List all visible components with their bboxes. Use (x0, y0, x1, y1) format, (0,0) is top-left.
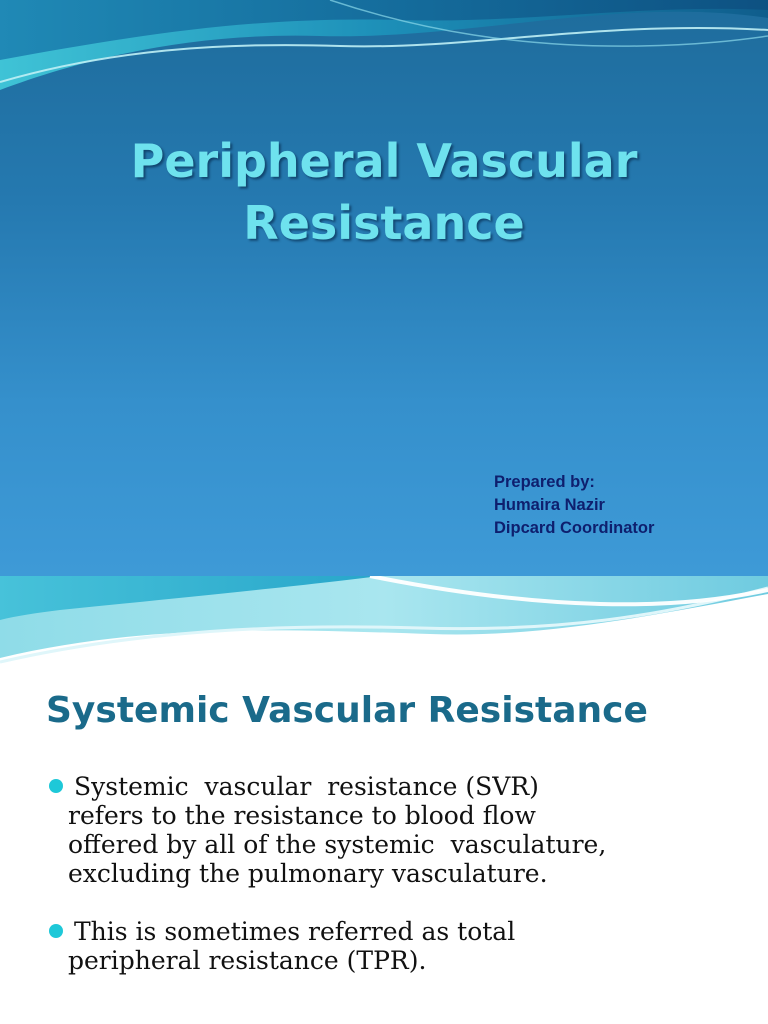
decorative-wave-header (0, 576, 768, 666)
bullet-line: refers to the resistance to blood flow (68, 801, 536, 830)
list-item (46, 917, 746, 975)
bullet-icon (49, 924, 63, 938)
slide-heading: Systemic Vascular Resistance (46, 690, 648, 731)
content-slide (0, 576, 768, 1024)
bullet-list (46, 772, 746, 1004)
bullet-icon (49, 779, 63, 793)
list-item (46, 772, 746, 888)
bullet-text (68, 917, 746, 975)
prepared-by-label: Prepared by: (494, 473, 595, 491)
presenter-name: Humaira Nazir (494, 496, 605, 514)
bullet-line: peripheral resistance (TPR). (68, 946, 427, 975)
bullet-line: offered by all of the systemic vasculature, (68, 830, 607, 859)
bullet-line: This is sometimes referred as total (74, 917, 516, 946)
slide-title (0, 130, 768, 254)
bullet-line: excluding the pulmonary vasculature. (68, 859, 548, 888)
presenter-role: Dipcard Coordinator (494, 519, 655, 537)
bullet-text (68, 772, 746, 888)
presenter-info (494, 471, 654, 540)
title-line: Peripheral Vascular (130, 134, 638, 188)
bullet-line: Systemic vascular resistance (SVR) (74, 772, 539, 801)
title-line: Resistance (243, 196, 525, 250)
decorative-wave-header (0, 0, 768, 110)
